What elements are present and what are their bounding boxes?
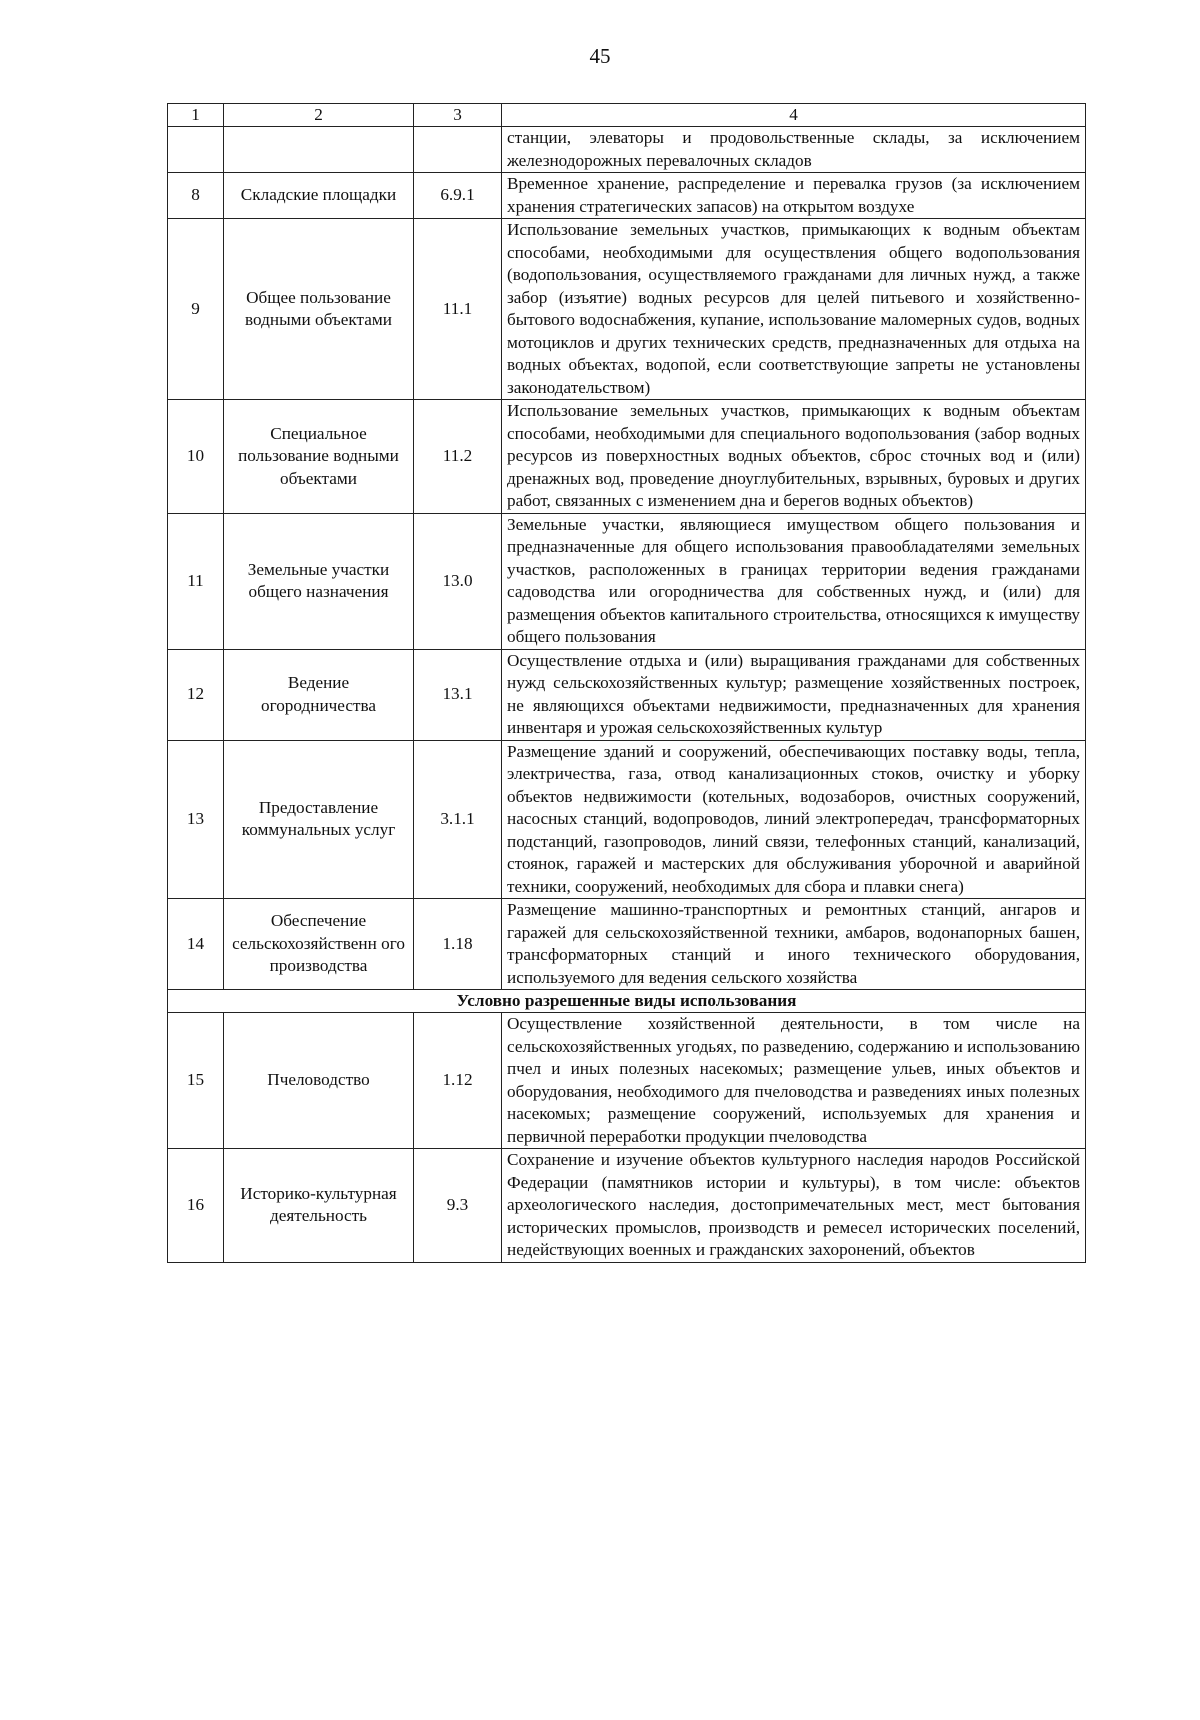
cell-num: 15 — [168, 1013, 224, 1149]
cell-description: Использование земельных участков, примыкающих к водным объектам способами, необходимыми для осуществления общего водопользования (водопользования, осуществляемого гражданами для личных нужд, а также забор (изъятие) водных ресурсов для целей питьевого и хозяйственно-бытового водоснабжения, купание, использование маломерных судов, водных мотоциклов и других технических средств, предназначенных для отдыха на водных объектах, водопой, если соответствующие запреты не установлены законодательством) — [502, 219, 1086, 400]
table-row-continuation — [168, 127, 1086, 173]
table-row — [168, 219, 1086, 400]
cell-num: 13 — [168, 740, 224, 899]
table-row — [168, 400, 1086, 514]
section-header-row — [168, 990, 1086, 1013]
cell-description: Размещение машинно-транспортных и ремонтных станций, ангаров и гаражей для сельскохозяйственной техники, амбаров, водонапорных башен, трансформаторных станций и иного технического оборудования, используемого для ведения сельского хозяйства — [502, 899, 1086, 990]
cell-name: Обеспечение сельскохозяйственн ого производства — [224, 899, 414, 990]
cell-description: Земельные участки, являющиеся имуществом общего пользования и предназначенные для общего использования правообладателями земельных участков, расположенных в границах территории ведения гражданами садоводства или огородничества для собственных нужд, и (или) для размещения объектов капитального строительства, относящихся к имуществу общего пользования — [502, 513, 1086, 649]
cell-code: 11.2 — [414, 400, 502, 514]
cell-code: 13.1 — [414, 649, 502, 740]
cell-description: Использование земельных участков, примыкающих к водным объектам способами, необходимыми для специального водопользования (забор водных ресурсов из поверхностных водных объектов, сброс сточных вод и (или) дренажных вод, проведение дноуглубительных, взрывных, буровых и других работ, связанных с изменением дна и берегов водных объектов) — [502, 400, 1086, 514]
cell-num: 16 — [168, 1149, 224, 1263]
cell-description: Осуществление отдыха и (или) выращивания гражданами для собственных нужд сельскохозяйственных культур; размещение хозяйственных построек, не являющихся объектами недвижимости, предназначенных для хранения инвентаря и урожая сельскохозяйственных культур — [502, 649, 1086, 740]
land-use-table — [167, 103, 1086, 1263]
table-row — [168, 513, 1086, 649]
page-number: 45 — [589, 44, 611, 68]
cell-code: 11.1 — [414, 219, 502, 400]
table-row — [168, 899, 1086, 990]
cell-description: Размещение зданий и сооружений, обеспечивающих поставку воды, тепла, электричества, газа, отвод канализационных стоков, очистку и уборку объектов недвижимости (котельных, водозаборов, очистных сооружений, насосных станций, водопроводов, линий электропередач, трансформаторных подстанций, газопроводов, линий связи, телефонных станций, канализаций, стоянок, гаражей и мастерских для обслуживания уборочной и аварийной техники, сооружений, необходимых для сбора и плавки снега) — [502, 740, 1086, 899]
header-col-2: 2 — [224, 104, 414, 127]
table-row — [168, 740, 1086, 899]
table-header-row — [168, 104, 1086, 127]
cell-name: Общее пользование водными объектами — [224, 219, 414, 400]
cell-code — [414, 127, 502, 173]
cell-num: 14 — [168, 899, 224, 990]
cell-num: 11 — [168, 513, 224, 649]
cell-code: 9.3 — [414, 1149, 502, 1263]
table-row — [168, 1013, 1086, 1149]
cell-description: Временное хранение, распределение и перевалка грузов (за исключением хранения стратегических запасов) на открытом воздухе — [502, 173, 1086, 219]
header-col-3: 3 — [414, 104, 502, 127]
cell-name: Складские площадки — [224, 173, 414, 219]
cell-code: 13.0 — [414, 513, 502, 649]
cell-name — [224, 127, 414, 173]
cell-num: 12 — [168, 649, 224, 740]
cell-name: Земельные участки общего назначения — [224, 513, 414, 649]
cell-name: Ведение огородничества — [224, 649, 414, 740]
cell-name: Специальное пользование водными объектами — [224, 400, 414, 514]
cell-num — [168, 127, 224, 173]
cell-name: Пчеловодство — [224, 1013, 414, 1149]
cell-num: 9 — [168, 219, 224, 400]
cell-description: станции, элеваторы и продовольственные склады, за исключением железнодорожных перевалочных складов — [502, 127, 1086, 173]
cell-num: 8 — [168, 173, 224, 219]
cell-code: 1.12 — [414, 1013, 502, 1149]
cell-description: Сохранение и изучение объектов культурного наследия народов Российской Федерации (памятников истории и культуры), в том числе: объектов археологического наследия, достопримечательных мест, мест бытования исторических промыслов, производств и ремесел исторических поселений, недействующих военных и гражданских захоронений, объектов — [502, 1149, 1086, 1263]
table-row — [168, 173, 1086, 219]
cell-name: Историко-культурная деятельность — [224, 1149, 414, 1263]
cell-name: Предоставление коммунальных услуг — [224, 740, 414, 899]
cell-code: 6.9.1 — [414, 173, 502, 219]
header-col-1: 1 — [168, 104, 224, 127]
header-col-4: 4 — [502, 104, 1086, 127]
cell-description: Осуществление хозяйственной деятельности, в том числе на сельскохозяйственных угодьях, по разведению, содержанию и использованию пчел и иных полезных насекомых; размещение ульев, иных объектов и оборудования, необходимого для пчеловодства и разведениях иных полезных насекомых; размещение сооружений, используемых для хранения и первичной переработки продукции пчеловодства — [502, 1013, 1086, 1149]
cell-num: 10 — [168, 400, 224, 514]
section-title: Условно разрешенные виды использования — [168, 990, 1086, 1013]
table-row — [168, 1149, 1086, 1263]
cell-code: 3.1.1 — [414, 740, 502, 899]
cell-code: 1.18 — [414, 899, 502, 990]
table-row — [168, 649, 1086, 740]
